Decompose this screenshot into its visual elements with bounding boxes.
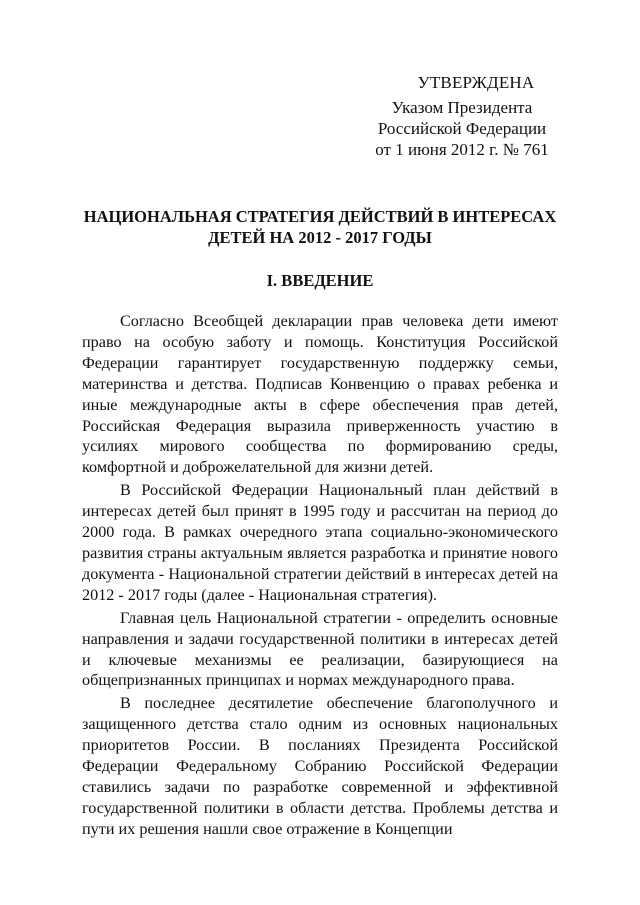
approval-country-line: Российской Федерации bbox=[377, 119, 547, 138]
approval-date-line: от 1 июня 2012 г. № 761 bbox=[375, 140, 549, 159]
approval-decree-line: Указом Президента bbox=[391, 98, 533, 117]
section-heading: I. ВВЕДЕНИЕ bbox=[266, 271, 374, 290]
approval-stamp: УТВЕРЖДЕНА bbox=[417, 73, 535, 92]
approval-block bbox=[362, 72, 562, 160]
body-paragraph: Главная цель Национальной стратегии - определить основные направления и задачи государственной политики в интересах детей и ключевые механизмы ее реализации, базирующиеся на общепризнанных принципах и нормах международного права. bbox=[82, 608, 558, 690]
body-paragraph: В последнее десятилетие обеспечение благополучного и защищенного детства стало одним из основных национальных приоритетов России. В посланиях Президента Российской Федерации Федеральному Собранию Российской Федерации ставились задачи по разработке современной и эффективной государственной политики в области детства. Проблемы детства и пути их решения нашли свое отражение в Концепции bbox=[82, 694, 558, 838]
document-body bbox=[82, 311, 558, 842]
body-paragraph: В Российской Федерации Национальный план действий в интересах детей был принят в 1995 году и рассчитан на период до 2000 года. В рамках очередного этапа социально-экономического развития страны актуальным является разработка и принятие нового документа - Национальной стратегии действий в интересах детей на 2012 - 2017 годы (далее - Национальная стратегия). bbox=[82, 481, 558, 604]
document-title: НАЦИОНАЛЬНАЯ СТРАТЕГИЯ ДЕЙСТВИЙ В ИНТЕРЕСАХ ДЕТЕЙ НА 2012 - 2017 ГОДЫ bbox=[83, 207, 557, 247]
body-paragraph: Согласно Всеобщей декларации прав человека дети имеют право на особую заботу и помощь. Конституция Российской Федерации гарантирует государственную поддержку семьи, материнства и детства. Подписав Конвенцию о правах ребенка и иные международные акты в сфере обеспечения прав детей, Российская Федерация выразила приверженность участию в усилиях мирового сообщества по формированию среды, комфортной и доброжелательной для жизни детей. bbox=[82, 312, 558, 477]
